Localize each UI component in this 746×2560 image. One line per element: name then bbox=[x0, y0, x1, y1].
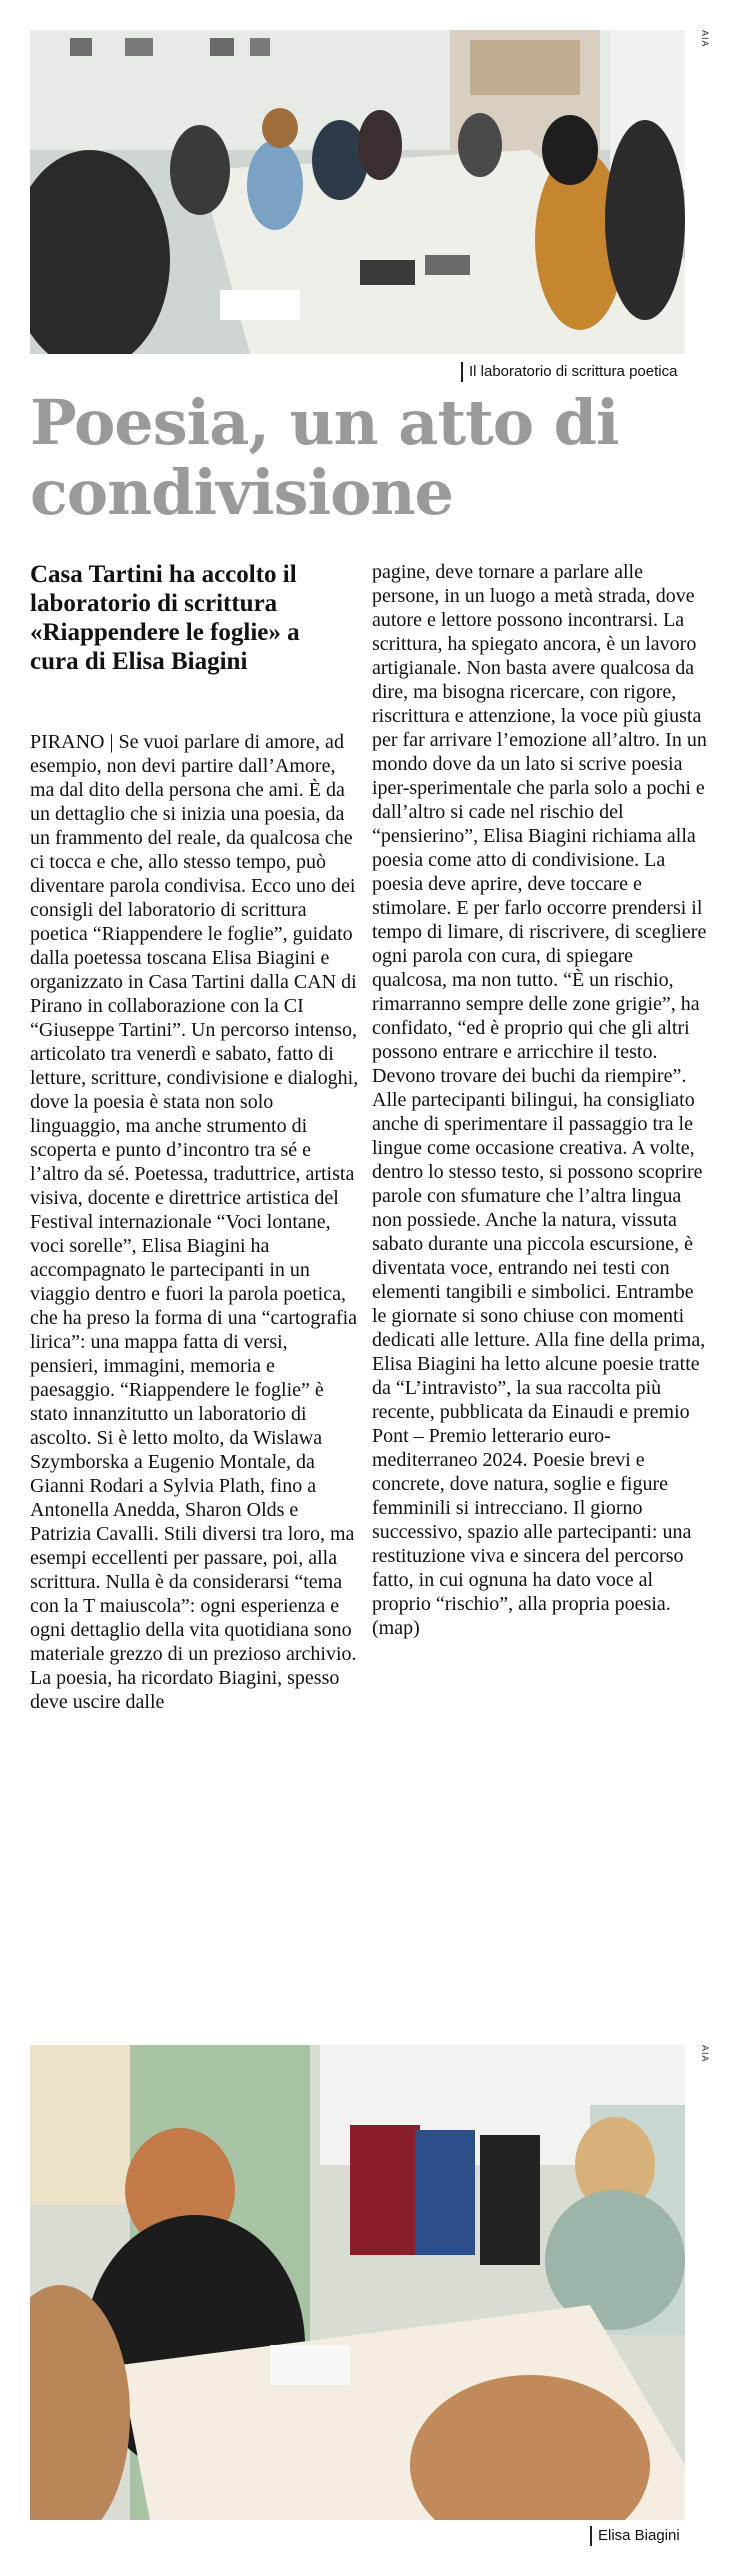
dateline: PIRANO | bbox=[30, 731, 114, 753]
article-column-right bbox=[372, 560, 712, 1640]
headline: Poesia, un atto di condivisione bbox=[30, 386, 619, 529]
article-body-left: Se vuoi parlare di amore, ad esempio, non devi partire dall’Amore, ma dal dito della persona che ami. È da un dettaglio che si inizia una poesia, da un frammento del reale, da qualcosa che ci tocca e che, allo stesso tempo, può diventare parola condivisa. Ecco uno dei consigli del laboratorio di scrittura poetica “Riappendere le foglie”, guidato dalla poetessa toscana Elisa Biagini e organizzato in Casa Tartini dalla CAN di Pirano in collaborazione con la CI “Giuseppe Tartini”. Un percorso intenso, articolato tra venerdì e sabato, fatto di letture, scritture, condivisione e dialoghi, dove la poesia è stata non solo linguaggio, ma anche strumento di scoperta e punto d’incontro tra sé e l’altro da sé. Poetessa, traduttrice, artista visiva, docente e direttrice artistica del Festival internazionale “Voci lontane, voci sorelle”, Elisa Biagini ha accompagnato le partecipanti in un viaggio dentro e fuori la parola poetica, che ha preso la forma di una “cartografia lirica”: una mappa fatta di versi, pensieri, immagini, memoria e paesaggio. “Riappendere le foglie” è stato innanzitutto un laboratorio di ascolto. Si è letto molto, da Wislawa Szymborska a Eugenio Montale, da Gianni Rodari a Sylvia Plath, fino a Antonella Anedda, Sharon Olds e Patrizia Cavalli. Stili diversi tra loro, ma esempi eccellenti per passare, poi, alla scrittura. Nulla è da considerarsi “tema con la T maiuscola”: ogni esperienza e ogni dettaglio della vita quotidiana sono materiale grezzo di un prezioso archivio. La poesia, ha ricordato Biagini, spesso deve uscire dalle bbox=[30, 731, 359, 1713]
workshop-photo bbox=[30, 30, 685, 354]
photo-credit: AIA bbox=[700, 2045, 710, 2063]
photo-caption: Elisa Biagini bbox=[590, 2526, 680, 2546]
article-column-left bbox=[30, 730, 360, 1714]
photo-caption: Il laboratorio di scrittura poetica bbox=[461, 362, 677, 382]
article-body-right: pagine, deve tornare a parlare alle persone, in un luogo a metà strada, dove autore e lettore possono incontrarsi. La scrittura, ha spiegato ancora, è un lavoro artigianale. Non basta avere qualcosa da dire, ma bisogna ricercare, con rigore, riscrittura e attenzione, la voce più giusta per far arrivare l’emozione all’altro. In un mondo dove da un lato si scrive poesia iper-sperimentale che parla solo a pochi e dall’altro si cade nel rischio del “pensierino”, Elisa Biagini richiama alla poesia come atto di condivisione. La poesia deve aprire, deve toccare e stimolare. E per farlo occorre prendersi il tempo di limare, di riscrivere, di scegliere ogni parola con cura, di spiegare qualcosa, ma non tutto. “È un rischio, rimarranno sempre delle zone grigie”, ha confidato, “ed è proprio qui che gli altri possono entrare e arricchire il testo. Devono trovare dei buchi da riempire”. Alle partecipanti bilingui, ha consigliato anche di sperimentare il passaggio tra le lingue come occasione creativa. A volte, dentro lo stesso testo, si possono scoprire parole con sfumature che l’altra lingua non possiede. Anche la natura, vissuta sabato durante una piccola escursione, è diventata voce, entrando nei testi con elementi tangibili e simbolici. Entrambe le giornate si sono chiuse con momenti dedicati alle letture. Alla fine della prima, Elisa Biagini ha letto alcune poesie tratte da “L’intravisto”, la sua raccolta più recente, pubblicata da Einaudi e premio Pont – Premio letterario euro-mediterraneo 2024. Poesie brevi e concrete, dove natura, soglie e figure femminili si intrecciano. Il giorno successivo, spazio alle partecipanti: una restituzione viva e sincera del percorso fatto, in cui ognuna ha dato voce al proprio “rischio”, alla propria poesia. (map) bbox=[372, 561, 707, 1639]
subheadline: Casa Tartini ha accolto il laboratorio di scrittura «Riappendere le foglie» a cura di Elisa Biagini bbox=[30, 561, 300, 675]
photo-credit: AIA bbox=[700, 30, 710, 48]
elisa-biagini-photo bbox=[30, 2045, 685, 2520]
